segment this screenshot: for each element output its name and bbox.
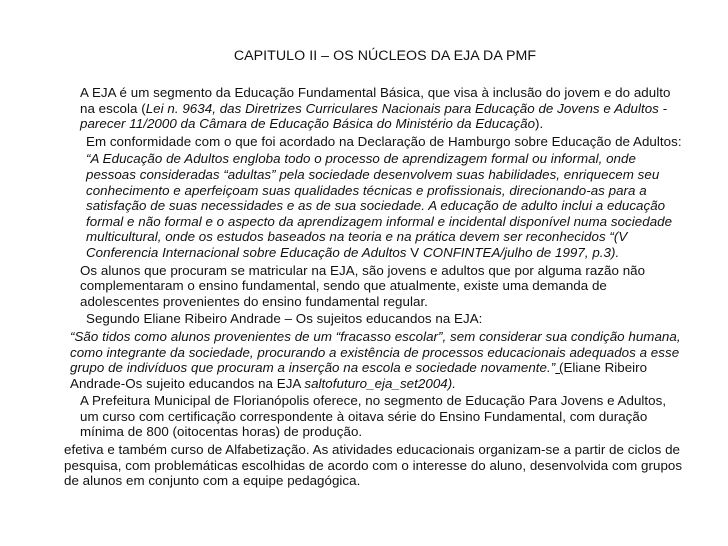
paragraph-andrade-intro: Segundo Eliane Ribeiro Andrade – Os sujeitos educandos na EJA:: [86, 311, 483, 327]
quote-hamburg: [70, 151, 688, 260]
paragraph-hamburg: Em conformidade com o que foi acordado na Declaração de Hamburgo sobre Educação de Adultos:: [86, 133, 682, 149]
paragraph-prefeitura: A Prefeitura Municipal de Florianópolis oferece, no segmento de Educação Para Jovens e Adultos, um curso com certificação correspondente à oitava série do Ensino Fundamental, com duração mínima de 800 (oitocentas horas) de produção.: [80, 393, 667, 440]
chapter-title: CAPITULO II – OS NÚCLEOS DA EJA DA PMF: [233, 48, 537, 64]
quote-andrade-text: “São tidos como alunos provenientes de um “fracasso escolar”, sem considerar sua condição humana, como integrante da sociedade, procurando a existência de processos educacionais adequados a esse grupo de indivíduos que procuram a inserção na escola e sociedade novamente.”: [70, 328, 681, 376]
quote-hamburg-citation: CONFINTEA/julho de 1997, p.3).: [422, 244, 620, 260]
quote-andrade-paren: (: [555, 360, 564, 376]
quote-andrade-source: Eliane Ribeiro Andrade-Os sujeito educandos na EJA: [70, 360, 648, 391]
document-page: [64, 48, 688, 491]
paragraph-eja-definition: [70, 85, 688, 132]
paragraph-eja-definition-tail: ).: [535, 116, 544, 132]
paragraph-alfabetizacao: efetiva e também curso de Alfabetização. As atividades educacionais organizam-se a partir de ciclos de pesquisa, com problemáticas escolhidas de acordo com o interesse do aluno, desenvolvida com grupos de alunos em conjunto com a equipe pedagógica.: [64, 442, 683, 489]
paragraph-eja-definition-text: A EJA é um segmento da Educação Fundamental Básica, que visa à inclusão do jovem e do adulto na escola (: [80, 85, 671, 116]
paragraph-students: Os alunos que procuram se matricular na EJA, são jovens e adultos que por alguma razão não complementaram o ensino fundamental, sendo que atualmente, existe uma demanda de adolescentes provenientes do ensino fundamental regular.: [80, 262, 646, 309]
law-citation: Lei n. 9634, das Diretrizes Curriculares Nacionais para Educação de Jovens e Adultos - parecer 11/2000 da Câmara de Educação Básica do Ministério da Educação: [80, 100, 668, 132]
quote-hamburg-text: “A Educação de Adultos engloba todo o processo de aprendizagem formal ou informal, onde pessoas consideradas “adultas” pela sociedade desenvolvem suas habilidades, enriquecem seu conhecimento e aperfeiçoam suas qualidades técnicas e profissionais, direcionando-as para a satisfação de suas necessidades e as de sua sociedade. A educação de adulto inclui a educação formal e não formal e o aspecto da aprendizagem informal e incidental disponível numa sociedade multicultural, onde os estudos baseados na teoria e na prática devem ser reconhecidos “(V Conferencia Internacional sobre Educação de Adultos: [86, 151, 673, 260]
quote-hamburg-normal: V: [406, 244, 423, 260]
quote-andrade-reference: saltofuturo_eja_set2004).: [304, 375, 456, 391]
quote-andrade: [70, 329, 688, 391]
